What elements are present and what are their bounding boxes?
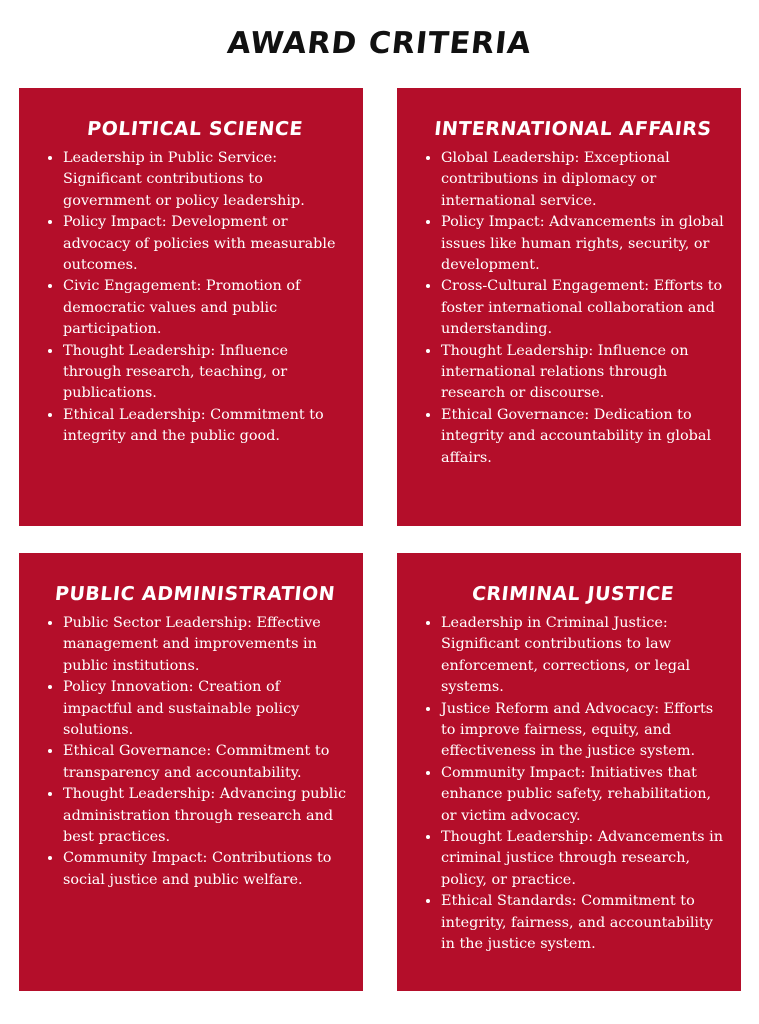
criteria-list [421,148,725,469]
criteria-list [43,148,347,448]
card-heading: INTERNATIONAL AFFAIRS [433,118,713,140]
list-item: • Thought Leadership: Influence through research, teaching, or publications. [63,341,347,405]
card-heading: CRIMINAL JUSTICE [470,583,676,605]
card-public-administration [19,553,363,991]
list-item: • Ethical Governance: Dedication to integrity and accountability in global affairs. [441,405,725,469]
card-heading: PUBLIC ADMINISTRATION [53,583,337,605]
list-item: • Ethical Standards: Commitment to integrity, fairness, and accountability in the justice system. [441,891,725,955]
list-item: • Community Impact: Initiatives that enhance public safety, rehabilitation, or victim advocacy. [441,763,725,827]
list-item: • Cross-Cultural Engagement: Efforts to foster international collaboration and understanding. [441,276,725,340]
page-title: AWARD CRITERIA [225,26,534,61]
criteria-list [43,613,347,891]
list-item: • Thought Leadership: Advancements in criminal justice through research, policy, or practice. [441,827,725,891]
list-item: • Global Leadership: Exceptional contributions in diplomacy or international service. [441,148,725,212]
list-item: • Public Sector Leadership: Effective management and improvements in public institutions. [63,613,347,677]
list-item: • Policy Innovation: Creation of impactful and sustainable policy solutions. [63,677,347,741]
list-item: • Leadership in Criminal Justice: Significant contributions to law enforcement, corrections, or legal systems. [441,613,725,699]
list-item: • Justice Reform and Advocacy: Efforts to improve fairness, equity, and effectiveness in the justice system. [441,699,725,763]
card-criminal-justice [397,553,741,991]
list-item: • Policy Impact: Development or advocacy of policies with measurable outcomes. [63,212,347,276]
list-item: • Ethical Governance: Commitment to transparency and accountability. [63,741,347,784]
card-heading: POLITICAL SCIENCE [86,118,304,140]
list-item: • Community Impact: Contributions to social justice and public welfare. [63,848,347,891]
list-item: • Policy Impact: Advancements in global issues like human rights, security, or development. [441,212,725,276]
list-item: • Leadership in Public Service: Significant contributions to government or policy leadership. [63,148,347,212]
list-item: • Ethical Leadership: Commitment to integrity and the public good. [63,405,347,448]
card-political-science [19,88,363,526]
criteria-list [421,613,725,956]
list-item: • Thought Leadership: Advancing public administration through research and best practices. [63,784,347,848]
list-item: • Thought Leadership: Influence on international relations through research or discourse. [441,341,725,405]
card-international-affairs [397,88,741,526]
list-item: • Civic Engagement: Promotion of democratic values and public participation. [63,276,347,340]
